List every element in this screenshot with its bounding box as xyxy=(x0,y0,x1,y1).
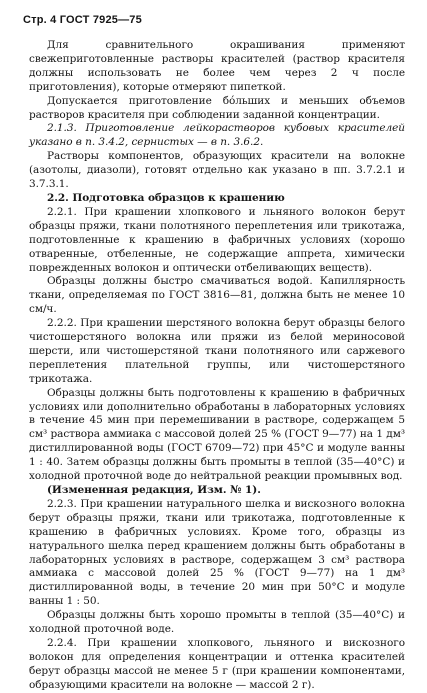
paragraph-2-2-2: 2.2.2. При крашении шерстяного волокна берут образцы белого чистошерстяного волокна или пряжи из белой мериносовой шерсти, или чистошерстяной ткани полотняного или саржевого переплетения плательной группы, или чистошерстяного трикотажа. xyxy=(29,317,405,385)
paragraph-capillarity: Образцы должны быстро смачиваться водой. Капиллярность ткани, определяемая по ГОСТ 3816—81, должна быть не менее 10 см/ч. xyxy=(29,275,405,316)
paragraph-2-2-1: 2.2.1. При крашении хлопкового и льняного волокон берут образцы пряжи, ткани полотняного переплетения или трикотажа, подготовленные к крашению в фабричных условиях (хорошо отваренные, отбеленные, не содержащие аппрета, химически поврежденных волокон и оптически отбеливающих веществ). xyxy=(29,205,405,274)
paragraph-2-2-3: 2.2.3. При крашении натурального шелка и вискозного волокна берут образцы пряжи, ткани или трикотажа, подготовленные к крашению в фабричных условиях. Кроме того, образцы из натурального шелка перед крашением должны быть обработаны в лабораторных условиях в растворе, содержащем 3 см³ раствора аммиака с массовой долей 25 % (ГОСТ 9—77) на 1 дм³ дистиллированной воды, в течение 20 мин при 50°С и модуле ванны 1 : 50. xyxy=(29,497,405,608)
paragraph-2-2-4: 2.2.4. При крашении хлопкового, льняного и вискозного волокон для определения концентрации и оттенка красителей берут образцы массой не менее 5 г (при крашении компонентами, образующими красители на волокне — массой 2 г). xyxy=(29,636,405,691)
paragraph-volume-allowance: Допускается приготовление бóльших и меньших объемов растворов красителя при соблюдении заданной концентрации. xyxy=(29,94,405,121)
amendment-note: (Измененная редакция, Изм. № 1). xyxy=(47,484,261,496)
paragraph-silk-rinse: Образцы должны быть хорошо промыты в теплой (35—40°С) и холодной проточной воде. xyxy=(29,609,405,636)
paragraph-wool-treatment: Образцы должны быть подготовлены к крашению в фабричных условиях или дополнительно обработаны в лабораторных условиях в течение 45 мин при перемешивании в растворе, содержащем 5 см³ раствора аммиака с массовой долей 25 % (ГОСТ 9—77) на 1 дм³ дистиллированной воды (ГОСТ 6709—72) при 45°С и модуле ванны 1 : 40. Затем образцы должны быть промыты в теплой (35—40°С) и холодной проточной воде до нейтральной реакции промывных вод. xyxy=(29,386,405,483)
paragraph-comparative-dyeing: Для сравнительного окрашивания применяют свежеприготовленные растворы красителей (раствор красителя должны использовать не более чем через 2 ч после приготовления), которые отмеряют пипеткой. xyxy=(29,39,405,93)
page-header: Стр. 4 ГОСТ 7925—75 xyxy=(23,14,142,26)
paragraph-component-solutions: Растворы компонентов, образующих красители на волокне (азотолы, диазоли), готовят отдельно как указано в пп. 3.7.2.1 и 3.7.3.1. xyxy=(29,150,405,191)
paragraph-2-1-3: 2.1.3. Приготовление лейкорастворов кубовых красителей указано в п. 3.4.2, сернистых — в п. 3.6.2. xyxy=(29,122,405,149)
section-heading-2-2: 2.2. Подготовка образцов к крашению xyxy=(47,191,285,204)
